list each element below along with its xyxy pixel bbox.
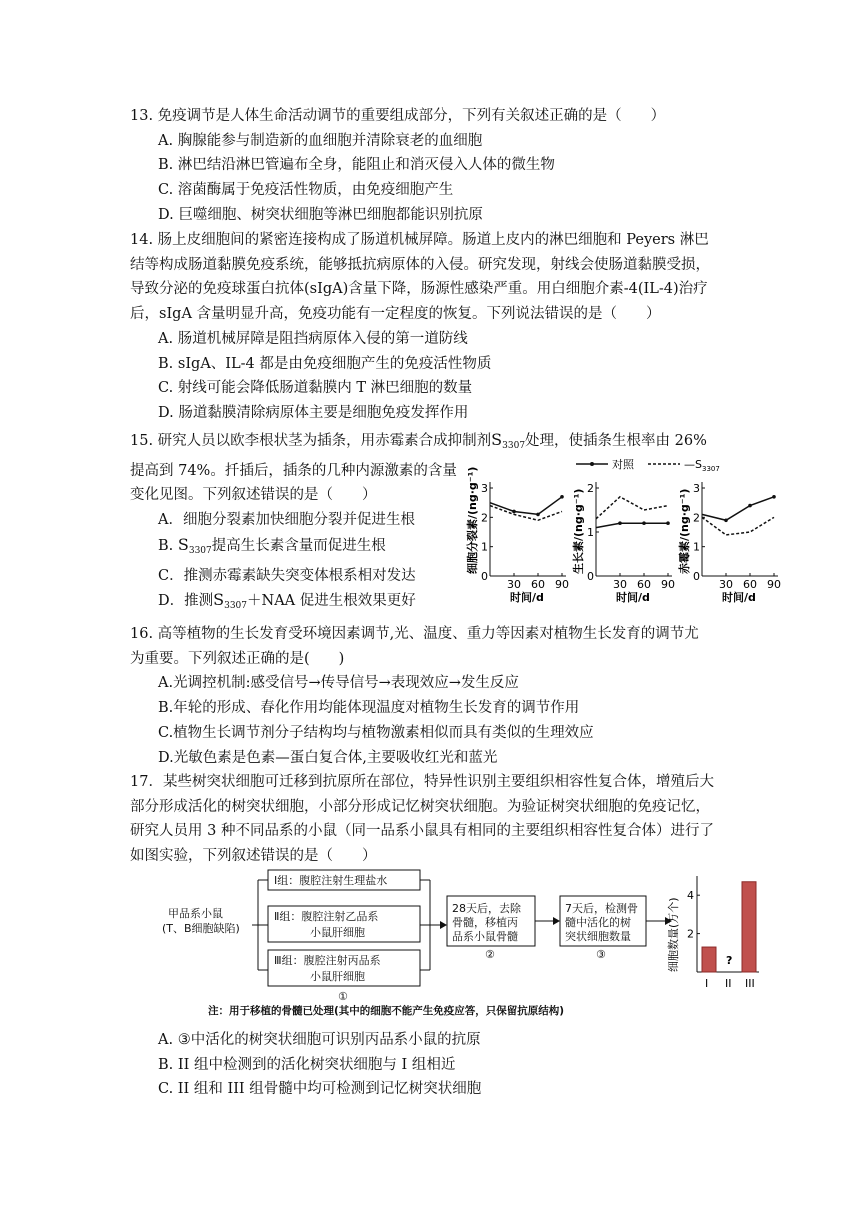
s-subscript-b: 3307	[188, 545, 212, 556]
bar-III	[742, 882, 756, 972]
chart-legend	[576, 457, 720, 473]
group-3-label-line2: 小鼠肝细胞	[310, 970, 365, 983]
y-axis-label-3: 赤霉素/(ng·g⁻¹)	[678, 488, 691, 574]
question-13	[130, 104, 740, 228]
y-tick-label-3-0: 0	[693, 570, 700, 583]
question-14-option-a[interactable]: A. 肠道机械屏障是阻挡病原体入侵的第一道防线	[158, 330, 468, 347]
s-subscript: 3307	[502, 441, 526, 451]
s3307-symbol-b	[178, 535, 212, 554]
point-control-1-2	[536, 513, 540, 517]
step-1-marker: ①	[338, 990, 348, 1003]
s-subscript-d: 3307	[224, 601, 248, 612]
question-15-stem-line-3: 变化见图。下列叙述错误的是（ ）	[130, 487, 377, 504]
series-s3307-line-2	[596, 497, 668, 519]
question-14	[130, 228, 740, 426]
question-17	[130, 770, 740, 869]
y-axis-label-2: 生长素/(ng·g⁻¹)	[572, 488, 585, 574]
point-control-3-2	[748, 504, 752, 508]
question-15-option-c[interactable]: C．推测赤霉素缺失突变体根系相对发达	[158, 567, 416, 584]
bar-I	[702, 947, 716, 972]
chart-3	[677, 482, 781, 604]
step-3-line2: 髓中活化的树	[565, 916, 631, 929]
point-control-2-1	[618, 521, 622, 525]
question-16-option-d[interactable]: D.光敏色素是色素—蛋白复合体,主要吸收红光和蓝光	[158, 749, 498, 766]
option-d-label: D．推测	[158, 593, 214, 610]
source-mouse-note: (T、B细胞缺陷)	[162, 922, 240, 935]
group-3-label-line1: Ⅲ组：腹腔注射丙品系	[274, 954, 381, 967]
x-tick-label-1-90: 90	[555, 578, 569, 591]
question-16-stem-line-1: 16. 高等植物的生长发育受环境因素调节,光、温度、重力等因素对植物生长发育的调节尤	[130, 626, 699, 642]
s3307-symbol	[491, 430, 525, 449]
point-control-1-3	[560, 495, 564, 499]
bar-y-axis-label: 细胞数量(万个)	[667, 897, 680, 972]
point-control-3-3	[772, 495, 776, 499]
x-tick-label-3-60: 60	[743, 578, 757, 591]
arrow-to-step3-head	[553, 917, 560, 925]
s-letter-d: S	[213, 590, 225, 610]
y-tick-label-2-2: 2	[587, 482, 594, 495]
question-17-option-a[interactable]: A. ③中活化的树突状细胞可识别丙品系小鼠的抗原	[158, 1032, 481, 1048]
y-tick-label-1-3: 3	[481, 482, 488, 495]
arrow-to-step2-head	[440, 921, 447, 929]
question-13-stem: 13. 免疫调节是人体生命活动调节的重要组成部分，下列有关叙述正确的是（ ）	[130, 108, 666, 124]
s3307-symbol-d	[213, 590, 248, 612]
step-2-line1: 28天后，去除	[452, 902, 521, 915]
question-14-option-d[interactable]: D. 肠道黏膜清除病原体主要是细胞免疫发挥作用	[158, 404, 469, 421]
chart-2	[571, 482, 675, 604]
question-13-option-d[interactable]: D. 巨噬细胞、树突状细胞等淋巴细胞都能识别抗原	[158, 206, 483, 223]
step-3-line1: 7天后，检测骨	[565, 902, 638, 915]
step-3-line3: 突状细胞数量	[565, 930, 631, 943]
question-17-stem-line-2: 部分形成活化的树突状细胞，小部分形成记忆树突状细胞。为验证树突状细胞的免疫记忆，	[130, 798, 710, 815]
bar-y-tick-label-2: 2	[687, 927, 694, 941]
point-control-3-1	[724, 518, 728, 522]
group-1-label: Ⅰ组：腹腔注射生理盐水	[274, 874, 388, 887]
bar-category-label-II: II	[725, 977, 732, 990]
x-tick-label-2-90: 90	[661, 578, 675, 591]
question-13-option-c[interactable]: C. 溶菌酶属于免疫活性物质，由免疫细胞产生	[158, 182, 454, 199]
question-17-stem-line-4: 如图实验，下列叙述错误的是（ ）	[130, 848, 377, 865]
question-14-stem-line-1: 14. 肠上皮细胞间的紧密连接构成了肠道机械屏障。肠道上皮内的淋巴细胞和 Peyers 淋巴	[130, 232, 709, 248]
bar-category-label-I: I	[705, 977, 709, 990]
question-16-option-c[interactable]: C.植物生长调节剂分子结构均与植物激素相似而具有类似的生理效应	[158, 724, 594, 741]
y-tick-label-3-2: 2	[693, 511, 700, 525]
question-14-stem-line-2: 结等构成肠道黏膜免疫系统，能够抵抗病原体的入侵。研究发现，射线会使肠道黏膜受损，	[130, 256, 710, 273]
x-tick-label-1-30: 30	[507, 578, 521, 591]
question-17-option-c[interactable]: C. II 组和 III 组骨髓中均可检测到记忆树突状细胞	[158, 1081, 482, 1098]
bar-unknown-annotation: ?	[726, 954, 733, 967]
chart-1	[465, 467, 569, 604]
step-2-line2: 骨髓，移植丙	[452, 916, 518, 929]
question-14-stem-line-4: 后，sIgA 含量明显升高，免疫功能有一定程度的恢复。下列说法错误的是（ ）	[130, 306, 661, 323]
s-letter-b: S	[177, 534, 189, 554]
question-17-options	[130, 1028, 740, 1102]
step-3-marker: ③	[596, 948, 606, 961]
question-14-option-c[interactable]: C. 射线可能会降低肠道黏膜内 T 淋巴细胞的数量	[158, 380, 473, 397]
question-16-stem-line-2: 为重要。下列叙述正确的是( )	[130, 650, 345, 667]
x-tick-label-2-60: 60	[637, 578, 651, 591]
step-2-marker: ②	[485, 948, 495, 961]
x-tick-label-3-90: 90	[767, 578, 781, 591]
x-axis-label-3: 时间/d	[722, 591, 756, 604]
group-2-label-line1: Ⅱ组：腹腔注射乙品系	[274, 910, 379, 923]
s-letter: S	[491, 430, 503, 449]
series-control-line-3	[702, 497, 774, 520]
y-tick-label-1-2: 2	[481, 511, 488, 525]
q15-line1-part2: 处理，使插条生根率由 26%	[525, 433, 707, 449]
group-2-label-line2: 小鼠肝细胞	[310, 926, 365, 939]
y-tick-label-1-0: 0	[481, 570, 488, 583]
hormone-line-charts	[468, 452, 788, 612]
question-16	[130, 622, 740, 770]
question-14-option-b[interactable]: B. sIgA、IL-4 都是由免疫细胞产生的免疫活性物质	[158, 355, 492, 372]
experiment-flow-diagram	[160, 868, 770, 1008]
question-16-option-b[interactable]: B.年轮的形成、春化作用均能体现温度对植物生长发育的调节作用	[158, 700, 580, 717]
bar-category-label-III: III	[745, 977, 755, 990]
y-tick-label-3-1: 1	[693, 540, 700, 554]
legend-control-marker	[590, 462, 594, 466]
x-tick-label-1-60: 60	[531, 578, 545, 591]
point-control-2-3	[666, 521, 670, 525]
question-13-option-b[interactable]: B. 淋巴结沿淋巴管遍布全身，能阻止和消灭侵入人体的微生物	[158, 157, 555, 174]
question-15-stem-line-2: 提高到 74%。扦插后，插条的几种内源激素的含量	[130, 462, 457, 479]
option-d-text: ＋NAA 促进生根效果更好	[247, 593, 416, 610]
point-control-1-1	[512, 510, 516, 514]
question-13-option-a[interactable]: A. 胸腺能参与制造新的血细胞并清除衰老的血细胞	[158, 132, 483, 149]
question-16-option-a[interactable]: A.光调控机制:感受信号→传导信号→表现效应→发生反应	[158, 675, 519, 692]
x-tick-label-3-30: 30	[719, 578, 733, 591]
source-mouse-label: 甲品系小鼠	[168, 907, 223, 920]
y-axis-label-1: 细胞分裂素/(ng·g⁻¹)	[466, 466, 479, 574]
series-s3307-line-3	[702, 517, 774, 535]
y-tick-label-1-1: 1	[481, 540, 488, 554]
question-14-stem-line-3: 导致分泌的免疫球蛋白抗体(sIgA)含量下降，肠源性感染严重。用白细胞介素-4(IL-4)治疗	[130, 281, 708, 298]
legend-control-label: 对照	[612, 458, 634, 471]
step-2-line3: 品系小鼠骨髓	[452, 930, 518, 943]
question-17-stem-line-1: 17．某些树突状细胞可迁移到抗原所在部位，特异性识别主要组织相容性复合体，增殖后大	[130, 774, 714, 790]
q15-line1-part1: 15. 研究人员以欧李根状茎为插条，用赤霉素合成抑制剂	[130, 433, 492, 449]
y-tick-label-2-0: 0	[587, 570, 594, 583]
option-b-text: 提高生长素含量而促进生根	[211, 537, 386, 554]
x-axis-label-2: 时间/d	[616, 591, 650, 604]
x-tick-label-2-30: 30	[613, 578, 627, 591]
bar-y-tick-label-4: 4	[687, 889, 694, 903]
series-control-line-1	[490, 497, 562, 515]
point-control-2-2	[642, 521, 646, 525]
x-axis-label-1: 时间/d	[510, 591, 544, 604]
question-15-option-a[interactable]: A．细胞分裂素加快细胞分裂并促进生根	[158, 512, 415, 529]
question-17-stem-line-3: 研究人员用 3 种不同品系的小鼠（同一品系小鼠具有相同的主要组织相容性复合体）进行了	[130, 823, 714, 840]
option-b-label: B.	[158, 537, 174, 554]
legend-s3307-label: $—S_{3307}$	[684, 458, 720, 473]
y-tick-label-3-3: 3	[693, 482, 700, 495]
series-control-line-2	[596, 523, 668, 527]
y-tick-label-2-1: 1	[587, 526, 594, 539]
question-17-option-b[interactable]: B. II 组中检测到的活化树突状细胞与 I 组相近	[158, 1056, 456, 1073]
diagram-note: 注：用于移植的骨髓已处理(其中的细胞不能产生免疫应答，只保留抗原结构)	[208, 1005, 565, 1017]
